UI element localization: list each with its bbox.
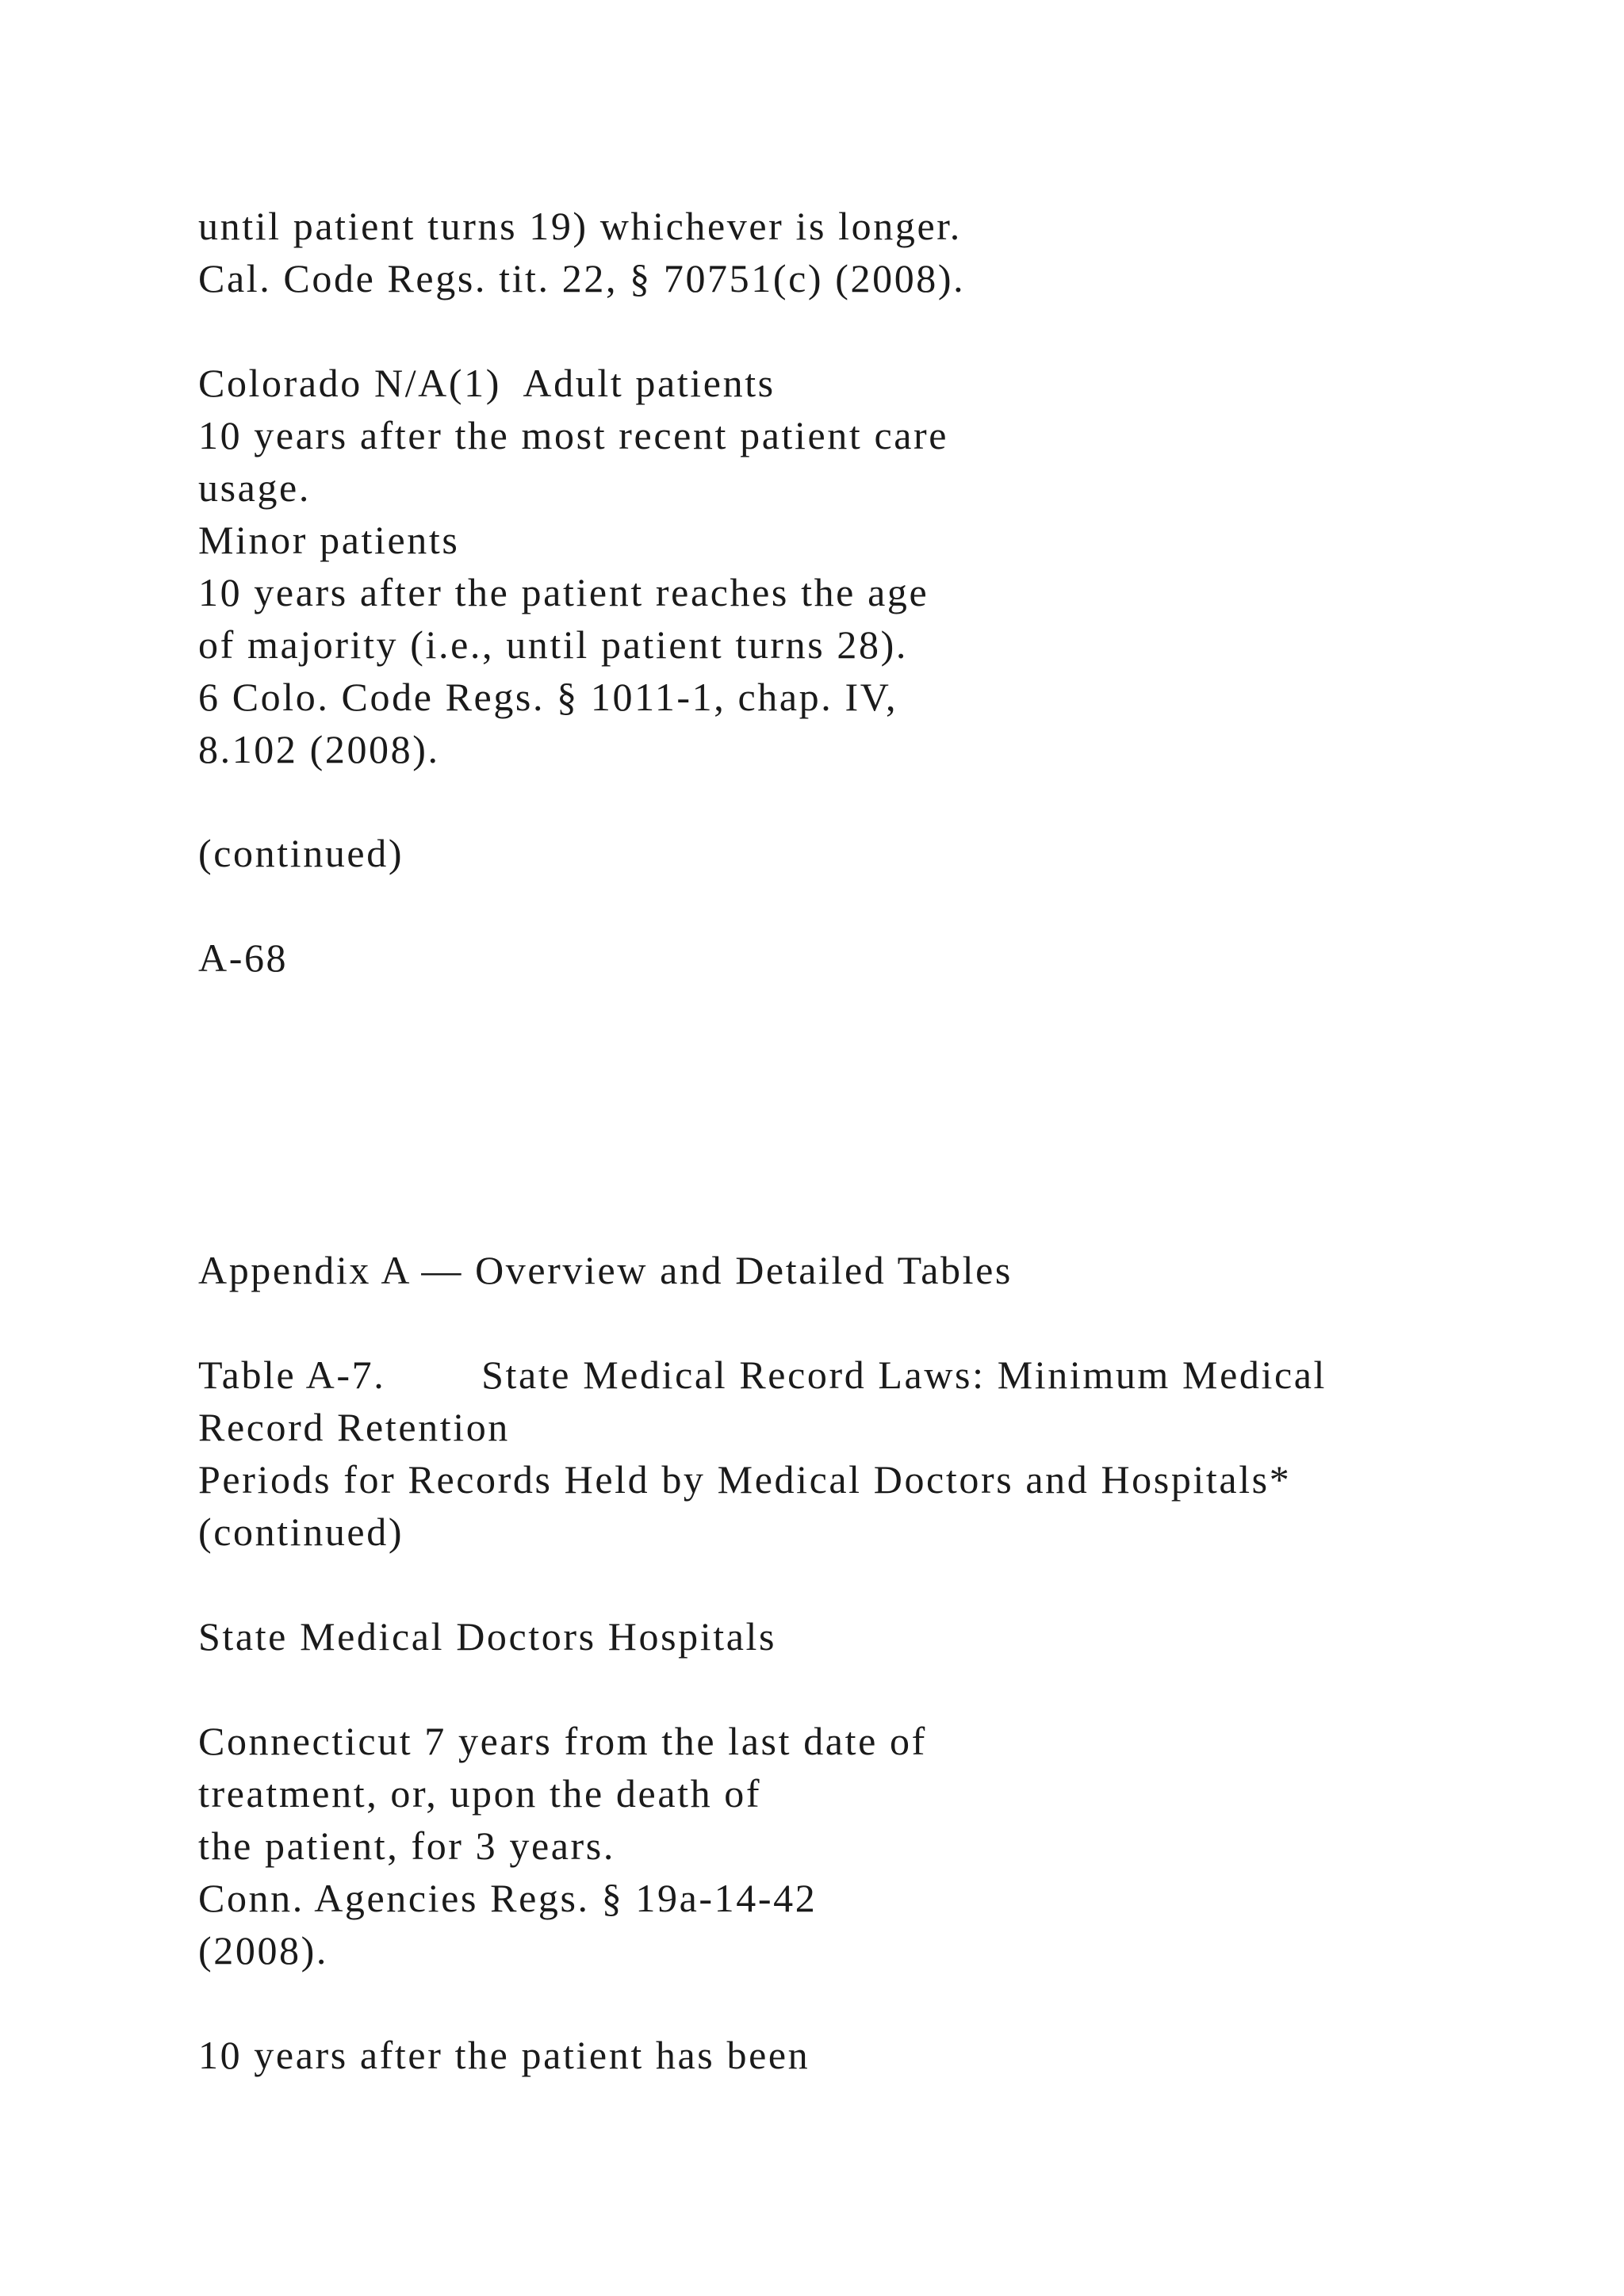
connecticut-citation: Conn. Agencies Regs. § 19a-14-42 <box>198 1876 818 1920</box>
connecticut-citation: (2008). <box>198 1928 329 1973</box>
table-header: State Medical Doctors Hospitals <box>198 1614 777 1659</box>
connecticut-text-line: the patient, for 3 years. <box>198 1823 615 1868</box>
page-number: A-68 <box>198 936 289 980</box>
colorado-citation: 6 Colo. Code Regs. § 1011-1, chap. IV, <box>198 675 898 719</box>
colorado-subheading: Minor patients <box>198 518 460 562</box>
colorado-citation: 8.102 (2008). <box>198 727 440 771</box>
connecticut-state-entry: Connecticut 7 years from the last date of <box>198 1719 927 1763</box>
colorado-text-line: of majority (i.e., until patient turns 28). <box>198 622 908 667</box>
connecticut-text-line: treatment, or, upon the death of <box>198 1771 762 1816</box>
colorado-text-line: 10 years after the patient reaches the age <box>198 570 929 614</box>
table-title: (continued) <box>198 1510 404 1554</box>
trailing-text-line: 10 years after the patient has been <box>198 2033 810 2077</box>
table-title: Periods for Records Held by Medical Doctors and Hospitals* <box>198 1457 1292 1502</box>
california-text-line: until patient turns 19) whichever is longer. <box>198 204 962 248</box>
colorado-text-line: 10 years after the most recent patient care <box>198 413 949 457</box>
continued-note: (continued) <box>198 831 404 875</box>
appendix-heading: Appendix A — Overview and Detailed Tables <box>198 1248 1013 1292</box>
colorado-state-entry: Colorado N/A(1) Adult patients <box>198 361 776 405</box>
california-citation: Cal. Code Regs. tit. 22, § 70751(c) (2008). <box>198 256 966 300</box>
table-title: Table A-7. State Medical Record Laws: Minimum Medical <box>198 1353 1327 1397</box>
table-title: Record Retention <box>198 1405 510 1449</box>
colorado-text-line: usage. <box>198 465 311 510</box>
